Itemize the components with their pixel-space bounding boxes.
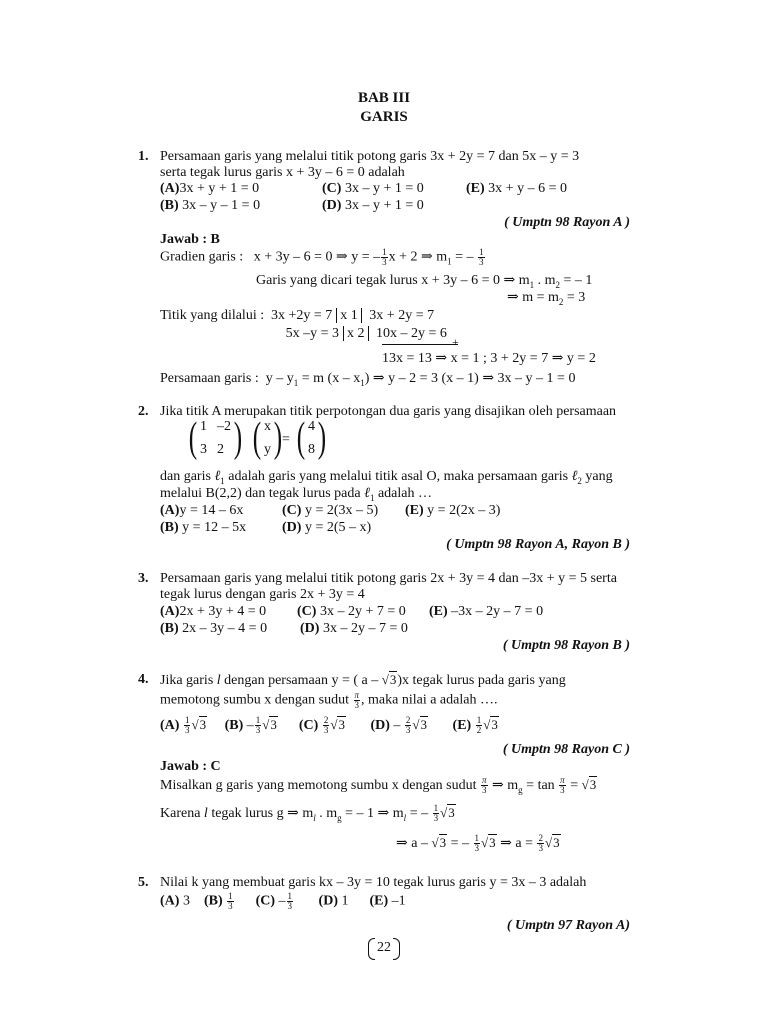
q3-source: ( Umptn 98 Rayon B ) <box>502 638 630 653</box>
question-2-text-2: dan garis ℓ$_1$ adalah garis yang melalui titik asal O, maka persamaan garis ℓ$_2$ yang <box>160 469 613 486</box>
equals-sign: = <box>282 432 290 447</box>
question-4-text: Jika garis l dengan persamaan y = ( a – √3)x tegak lurus pada garis yang <box>160 672 566 688</box>
q4-step-2: Karena l tegak lurus g ⇒ $m_l$ . $m_g$ = – 1 ⇒ $m_l$ = – $\frac{1}{3}$ √3 <box>160 803 455 824</box>
fraction: $\frac{1}{3}$ <box>382 247 387 267</box>
q1-line-equation: Persamaan garis : $y - y_1 = m$ $(x - x_1)$ ⇒ y – 2 = 3 (x – 1) ⇒ 3x – y – 1 = 0 <box>160 371 576 388</box>
q2-source: ( Umptn 98 Rayon A, Rayon B ) <box>446 537 630 552</box>
variable-vector: ( x y ) <box>252 415 283 461</box>
q2-option-a: (A)y = 14 – 6x <box>160 503 244 518</box>
q4-options: (A) $\frac{1}{3}$ √3 (B) – $\frac{1}{3}$ √3 (C) $\frac{2}{3}$ √3 (D) – $\frac{2}{3}$ √3 (E) $\frac{1}{2}$ √3 <box>160 715 498 736</box>
q5-options: (A) 3 (B) $\frac{1}{3}$ (C) – $\frac{1}{3}$ (D) 1 (E) –1 <box>160 891 406 911</box>
q1-gradient: Gradien garis : x + 3y – 6 = 0 ⇒ y = – $\frac{1}{3}$ x + 2 ⇒ $m_1$ = – $\frac{1}{3}$ <box>160 247 484 267</box>
q2-option-c: (C) y = 2(3x – 5) <box>282 503 379 518</box>
q1-option-a: (A)3x + y + 1 = 0 <box>160 181 260 196</box>
q4-step-3: ⇒ a – √3 = – $\frac{1}{3}$ √3 ⇒ a = $\frac{2}{3}$ √3 <box>396 833 560 854</box>
q1-source: ( Umptn 98 Rayon A ) <box>504 215 630 230</box>
q1-answer: Jawab : B <box>160 232 220 247</box>
question-3-text: Persamaan garis yang melalui titik potong garis 2x + 3y = 4 dan –3x + y = 5 serta <box>160 571 617 586</box>
q1-point-label: Titik yang dilalui : <box>160 308 265 323</box>
q4-source: ( Umptn 98 Rayon C ) <box>502 742 630 757</box>
q1-option-c: (C) 3x – y + 1 = 0 <box>322 181 424 196</box>
question-2-text-3: melalui B(2,2) dan tegak lurus pada ℓ$_1$ adalah … <box>160 486 432 503</box>
question-2-number: 2. <box>138 404 149 419</box>
q2-option-b: (B) y = 12 – 5x <box>160 520 247 535</box>
plus-sign: + <box>452 335 459 349</box>
q1-slope-result: ⇒ $m = m_2 = 3$ <box>507 290 586 307</box>
q1-perpendicular: Garis yang dicari tegak lurus x + 3y – 6 = 0 ⇒ $m_1$ . $m_2$ = – 1 <box>256 273 593 290</box>
page-title: GARIS <box>360 109 408 125</box>
page-number: 22 <box>368 937 400 959</box>
question-5-text: Nilai k yang membuat garis kx – 3y = 10 tegak lurus garis y = 3x – 3 adalah <box>160 875 587 890</box>
q1-option-e: (E) 3x + y – 6 = 0 <box>466 181 567 196</box>
result-vector: ( 4 8 ) <box>296 415 327 461</box>
q1-system-row-2: 5x –y = 3 x 2 10x – 2y = 6 <box>285 326 447 341</box>
q3-option-e: (E) –3x – 2y – 7 = 0 <box>429 604 544 619</box>
sqrt-3: √3 <box>381 672 397 687</box>
addition-line <box>382 344 458 345</box>
q5-source: ( Umptn 97 Rayon A) <box>506 918 630 933</box>
fraction: $\frac{\pi}{3}$ <box>354 690 360 710</box>
q2-option-e: (E) y = 2(2x – 3) <box>405 503 501 518</box>
chapter-heading: BAB III <box>357 90 411 106</box>
q2-option-d: (D) y = 2(5 – x) <box>282 520 372 535</box>
q1-system-row-1: 3x +2y = 7 x 1 3x + 2y = 7 <box>271 308 435 323</box>
q1-solution: 13x = 13 ⇒ x = 1 ; 3 + 2y = 7 ⇒ y = 2 <box>382 351 596 366</box>
question-1-text: Persamaan garis yang melalui titik potong garis 3x + 2y = 7 dan 5x – y = 3 <box>160 149 580 164</box>
q3-option-d: (D) 3x – 2y – 7 = 0 <box>300 621 408 636</box>
question-4-number: 4. <box>138 672 149 687</box>
question-1-number: 1. <box>138 149 149 164</box>
q3-option-c: (C) 3x – 2y + 7 = 0 <box>297 604 406 619</box>
coefficient-matrix: ( 1 –2 3 2 ) <box>188 415 243 461</box>
q1-option-b: (B) 3x – y – 1 = 0 <box>160 198 261 213</box>
question-2-text: Jika titik A merupakan titik perpotongan dua garis yang disajikan oleh persamaan <box>160 404 617 419</box>
question-3-number: 3. <box>138 571 149 586</box>
question-4-text-2: memotong sumbu x dengan sudut $\frac{\pi}{3}$ , maka nilai a adalah …. <box>160 690 498 710</box>
q4-answer: Jawab : C <box>160 759 221 774</box>
question-5-number: 5. <box>138 875 149 890</box>
q4-step-1: Misalkan g garis yang memotong sumbu x dengan sudut $\frac{\pi}{3}$ ⇒ $m_g = \tan$ $\frac{\pi}{3}$ = √3 <box>160 775 597 796</box>
fraction: $\frac{1}{3}$ <box>479 247 484 267</box>
q3-option-a: (A)2x + 3y + 4 = 0 <box>160 604 267 619</box>
question-3-text-2: tegak lurus dengan garis 2x + 3y = 4 <box>160 587 365 602</box>
question-1-text-2: serta tegak lurus garis x + 3y – 6 = 0 adalah <box>160 165 405 180</box>
q1-option-d: (D) 3x – y + 1 = 0 <box>322 198 424 213</box>
q3-option-b: (B) 2x – 3y – 4 = 0 <box>160 621 268 636</box>
